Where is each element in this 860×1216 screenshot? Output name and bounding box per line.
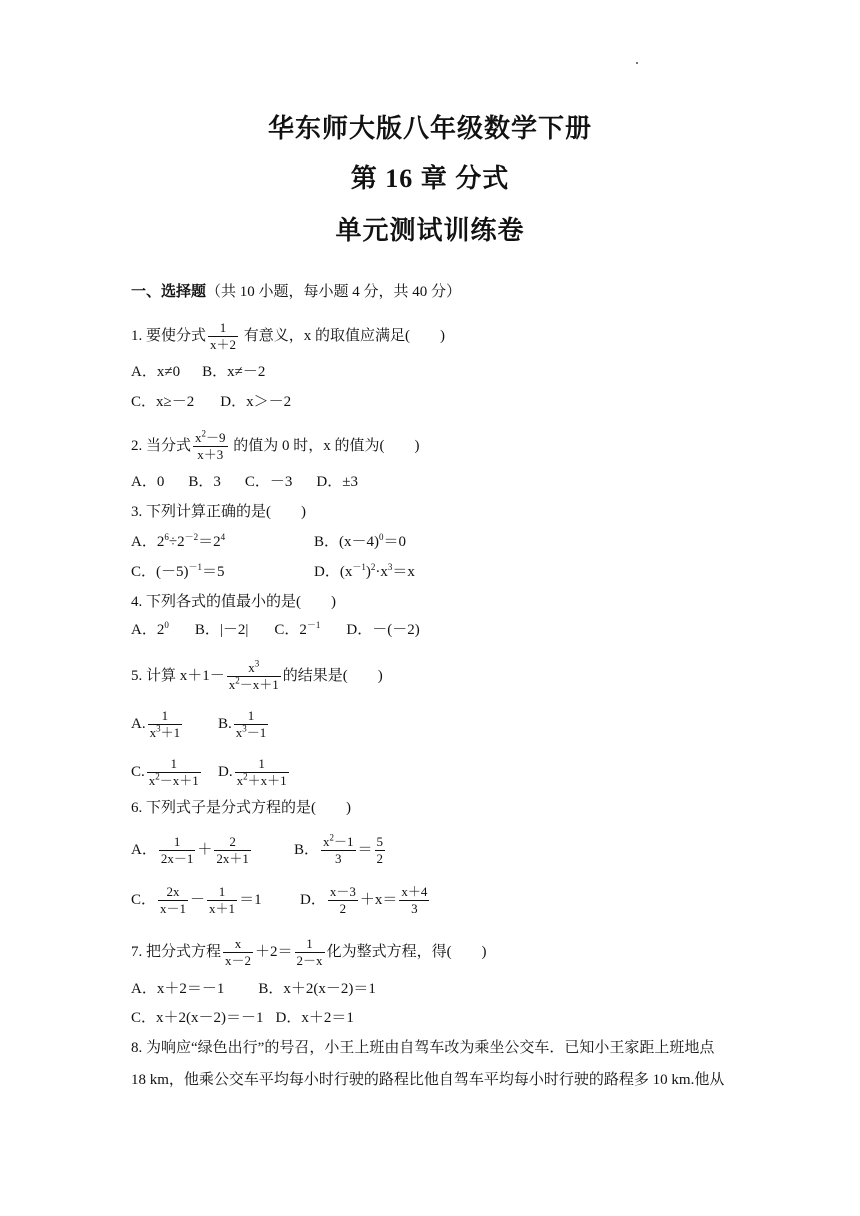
q7-options-row1 (131, 979, 376, 999)
q7-stem-pre: 7. 把分式方程 (131, 943, 222, 960)
q7-stem-post: 化为整式方程，得( ) (326, 943, 487, 960)
q2-option-c: C．－3 (244, 474, 293, 490)
q2-denominator: x＋3 (193, 446, 228, 463)
q5-numerator: $x^3$ (248, 658, 260, 675)
q7-option-a: A．x＋2＝－1 (131, 981, 225, 997)
q2-option-d: D．±3 (316, 474, 358, 490)
q1-options-row1 (131, 362, 265, 382)
doc-title-chapter: 第 16 章 分式 (350, 164, 510, 193)
q5-fraction (227, 660, 281, 693)
q7-option-d: D．x＋2＝1 (275, 1010, 354, 1026)
q1-numerator: 1 (219, 320, 227, 335)
q4-option-b: B．|－2| (194, 622, 249, 638)
q6-option-c: C． $\frac{2x}{x-1}$ － $\frac{1}{x+1}$ ＝1 (131, 884, 262, 916)
question-1 (131, 320, 445, 353)
question-3: 3. 下列计算正确的是( ) (131, 504, 306, 520)
section-title: 一、选择题 (131, 284, 207, 300)
q1-stem-post: 有意义，x 的取值应满足( ) (240, 327, 446, 344)
section-heading (131, 282, 461, 302)
q2-fraction (193, 430, 228, 463)
q5-option-b: B. $\frac{1}{x^3-1}$ (218, 708, 267, 740)
q1-option-a: A．x≠0 (131, 364, 181, 380)
doc-title-sub: 单元测试训练卷 (335, 216, 525, 245)
q3-option-b: B．$(x-4)^0=0$ (314, 532, 407, 550)
q1-stem-pre: 1. 要使分式 (131, 327, 207, 344)
q5-option-c: C. $\frac{1}{x^2-x+1}$ (131, 756, 199, 788)
q7-option-b: B．x＋2(x－2)＝1 (258, 981, 376, 997)
q7-option-c: C．x＋2(x－2)＝－1 (131, 1010, 264, 1026)
section-note: （共 10 小题，每小题 4 分，共 40 分） (206, 284, 462, 300)
q2-options (131, 472, 358, 492)
q2-numerator: $x^2-9$ (195, 428, 226, 445)
q4-option-a: A．$2^0$ (131, 620, 169, 638)
q5-stem-post: 的结果是( ) (282, 667, 383, 684)
q3-option-c: C．$(-5)^{-1}=5$ (131, 562, 225, 580)
doc-title-main: 华东师大版八年级数学下册 (267, 114, 592, 143)
q5-stem-pre: 5. 计算 x＋1－ (131, 667, 225, 684)
question-6: 6. 下列式子是分式方程的是( ) (131, 800, 351, 816)
q6-option-a: A． $\frac{1}{2x-1}$ ＋ $\frac{2}{2x+1}$ (131, 834, 249, 866)
q2-option-b: B．3 (188, 474, 221, 490)
q4-options (131, 620, 420, 640)
q1-option-d: D．x＞－2 (220, 394, 292, 410)
q4-option-d: D．－(－2) (346, 622, 420, 638)
q3-option-a: A．$2^6\div 2^{-2}=2^4$ (131, 532, 226, 550)
q6-option-b: B． $\frac{x^2-1}{3}$ ＝ $\frac{5}{2}$ (294, 832, 384, 866)
q2-option-a: A．0 (131, 474, 165, 490)
q1-fraction (208, 320, 238, 353)
question-5 (131, 660, 383, 693)
q6-option-d: D． $\frac{x-3}{2}$ ＋x＝ $\frac{x+4}{3}$ (300, 884, 428, 916)
q5-denominator: $x^2-x+1$ (228, 675, 279, 692)
q1-denominator: x＋2 (210, 337, 237, 352)
q5-option-a: A. $\frac{1}{x^3+1}$ (131, 708, 181, 740)
q1-option-c: C．x≥－2 (131, 394, 195, 410)
question-8-line-2: 18 km，他乘公交车平均每小时行驶的路程比他自驾车平均每小时行驶的路程多 10 km.他从 (131, 1072, 725, 1088)
question-2 (131, 430, 420, 463)
q3-option-d: D．$(x^{-1})^2\cdot x^3=x$ (314, 562, 415, 580)
q2-stem-post: 的值为 0 时，x 的值为( ) (229, 437, 420, 454)
q2-stem-pre: 2. 当分式 (131, 437, 192, 454)
q4-option-c: C．$2^{-1}$ (274, 620, 321, 638)
q7-options-row2 (131, 1008, 354, 1028)
question-7: 7. 把分式方程 $\frac{x}{x-2}$ ＋2＝ $\frac{1}{2-x}$ 化为整式方程，得( ) (131, 936, 487, 968)
q1-options-row2 (131, 392, 291, 412)
q1-option-b: B．x≠－2 (202, 364, 266, 380)
question-8-line-1: 8. 为响应“绿色出行”的号召，小王上班由自驾车改为乘坐公交车．已知小王家距上班地点 (131, 1040, 715, 1056)
q5-option-d: D. $\frac{1}{x^2+x+1}$ (218, 756, 287, 788)
page-dot (636, 62, 638, 64)
question-4: 4. 下列各式的值最小的是( ) (131, 594, 336, 610)
